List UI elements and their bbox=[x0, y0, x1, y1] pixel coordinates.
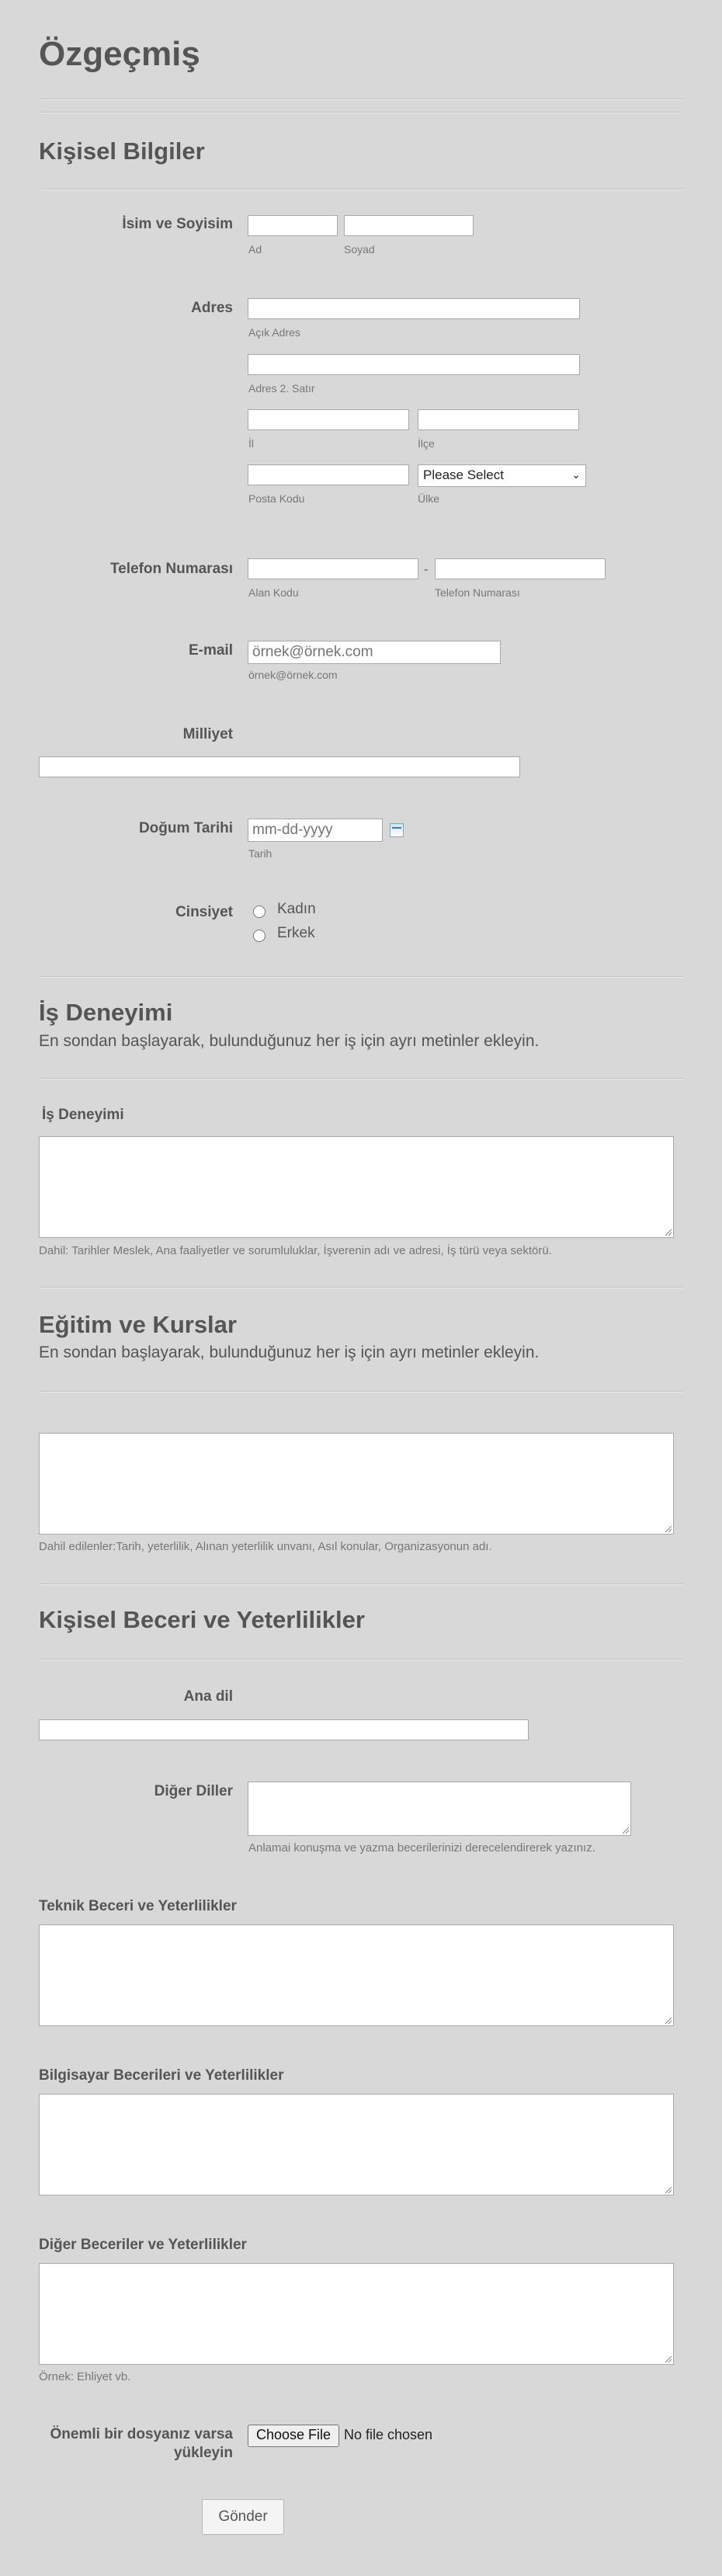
address-line1-input[interactable] bbox=[248, 298, 580, 319]
city-sublabel: İl bbox=[248, 437, 254, 450]
birth-date-sublabel: Tarih bbox=[248, 847, 272, 860]
computer-skills-label: Bilgisayar Becerileri ve Yeterlilikler bbox=[39, 2067, 284, 2084]
first-name-sublabel: Ad bbox=[248, 243, 262, 256]
technical-skills-label: Teknik Beceri ve Yeterlilikler bbox=[39, 1898, 237, 1914]
divider bbox=[39, 1391, 683, 1392]
name-label: İsim ve Soyisim bbox=[122, 216, 233, 232]
experience-description: En sondan başlayarak, bulunduğunuz her iş için ayrı metinler ekleyin. bbox=[39, 1032, 540, 1050]
last-name-sublabel: Soyad bbox=[344, 243, 375, 256]
phone-label: Telefon Numarası bbox=[109, 561, 233, 577]
district-sublabel: İlçe bbox=[418, 437, 435, 450]
phone-number-input[interactable] bbox=[435, 558, 606, 579]
upload-label: Önemli bir dosyanız varsa yükleyin bbox=[50, 2426, 233, 2461]
divider bbox=[39, 99, 683, 100]
address-label: Adres bbox=[191, 300, 233, 316]
nationality-input[interactable] bbox=[39, 756, 520, 777]
section-header-education: Eğitim ve Kurslar bbox=[39, 1311, 237, 1338]
calendar-icon[interactable] bbox=[390, 823, 404, 837]
email-label: E-mail bbox=[188, 642, 233, 659]
divider bbox=[39, 189, 683, 190]
divider bbox=[39, 976, 683, 978]
gender-female-radio[interactable] bbox=[253, 906, 266, 918]
chevron-down-icon: ⌄ bbox=[571, 468, 581, 481]
divider bbox=[39, 1583, 683, 1585]
email-input[interactable] bbox=[248, 641, 501, 664]
native-language-input[interactable] bbox=[39, 1719, 529, 1740]
district-input[interactable] bbox=[418, 409, 579, 430]
address-line2-sublabel: Adres 2. Satır bbox=[248, 382, 315, 395]
city-input[interactable] bbox=[248, 409, 409, 430]
education-textarea[interactable] bbox=[39, 1433, 674, 1535]
phone-number-sublabel: Telefon Numarası bbox=[435, 586, 520, 599]
divider bbox=[39, 1078, 683, 1079]
computer-skills-textarea[interactable] bbox=[39, 2094, 674, 2195]
education-description: En sondan başlayarak, bulunduğunuz her iş için ayrı metinler ekleyin. bbox=[39, 1344, 540, 1361]
gender-female-label: Kadın bbox=[277, 901, 316, 917]
experience-label: İş Deneyimi bbox=[42, 1107, 124, 1123]
section-header-experience: İş Deneyimi bbox=[39, 999, 173, 1026]
address-line2-input[interactable] bbox=[248, 354, 580, 375]
postal-code-sublabel: Posta Kodu bbox=[248, 492, 305, 505]
choose-file-button[interactable]: Choose File bbox=[248, 2425, 339, 2447]
birth-date-label: Doğum Tarihi bbox=[138, 820, 233, 836]
submit-button[interactable]: Gönder bbox=[202, 2499, 284, 2535]
gender-male-label: Erkek bbox=[277, 925, 315, 941]
postal-code-input[interactable] bbox=[248, 464, 409, 485]
section-header-personal: Kişisel Bilgiler bbox=[39, 137, 205, 165]
country-sublabel: Ülke bbox=[418, 492, 440, 505]
divider bbox=[39, 1287, 683, 1288]
education-helper-text: Dahil edilenler:Tarih, yeterlilik, Alınan yeterlilik unvanı, Asıl konular, Organizasyonun adı. bbox=[39, 1540, 492, 1553]
birth-date-input[interactable] bbox=[248, 819, 383, 842]
other-skills-label: Diğer Beceriler ve Yeterlilikler bbox=[39, 2237, 247, 2253]
area-code-sublabel: Alan Kodu bbox=[248, 586, 299, 599]
native-language-label: Ana dil bbox=[183, 1688, 233, 1705]
section-header-skills: Kişisel Beceri ve Yeterlilikler bbox=[39, 1606, 365, 1633]
last-name-input[interactable] bbox=[344, 215, 474, 236]
phone-separator: - bbox=[424, 563, 429, 576]
other-languages-label: Diğer Diller bbox=[154, 1783, 233, 1799]
experience-textarea[interactable] bbox=[39, 1136, 674, 1238]
other-skills-helper-text: Örnek: Ehliyet vb. bbox=[39, 2370, 131, 2383]
other-languages-helper-text: Anlamai konuşma ve yazma becerilerinizi derecelendirerek yazınız. bbox=[248, 1841, 595, 1855]
email-sublabel: örnek@örnek.com bbox=[248, 669, 338, 681]
gender-male-radio[interactable] bbox=[253, 930, 266, 942]
gender-label: Cinsiyet bbox=[175, 904, 233, 920]
address-line1-sublabel: Açık Adres bbox=[248, 326, 300, 339]
first-name-input[interactable] bbox=[248, 215, 338, 236]
technical-skills-textarea[interactable] bbox=[39, 1924, 674, 2026]
country-select[interactable] bbox=[418, 464, 586, 487]
other-skills-textarea[interactable] bbox=[39, 2263, 674, 2365]
experience-helper-text: Dahil: Tarihler Meslek, Ana faaliyetler ve sorumluluklar, İşverenin adı ve adresi, İş türü veya sektörü. bbox=[39, 1244, 552, 1257]
country-select-value: Please Select bbox=[423, 468, 504, 482]
other-languages-textarea[interactable] bbox=[248, 1782, 631, 1836]
page-title: Özgeçmiş bbox=[39, 35, 200, 73]
area-code-input[interactable] bbox=[248, 558, 418, 579]
divider bbox=[39, 112, 683, 113]
file-status-text: No file chosen bbox=[344, 2427, 433, 2442]
nationality-label: Milliyet bbox=[182, 726, 233, 742]
divider bbox=[39, 1659, 683, 1660]
